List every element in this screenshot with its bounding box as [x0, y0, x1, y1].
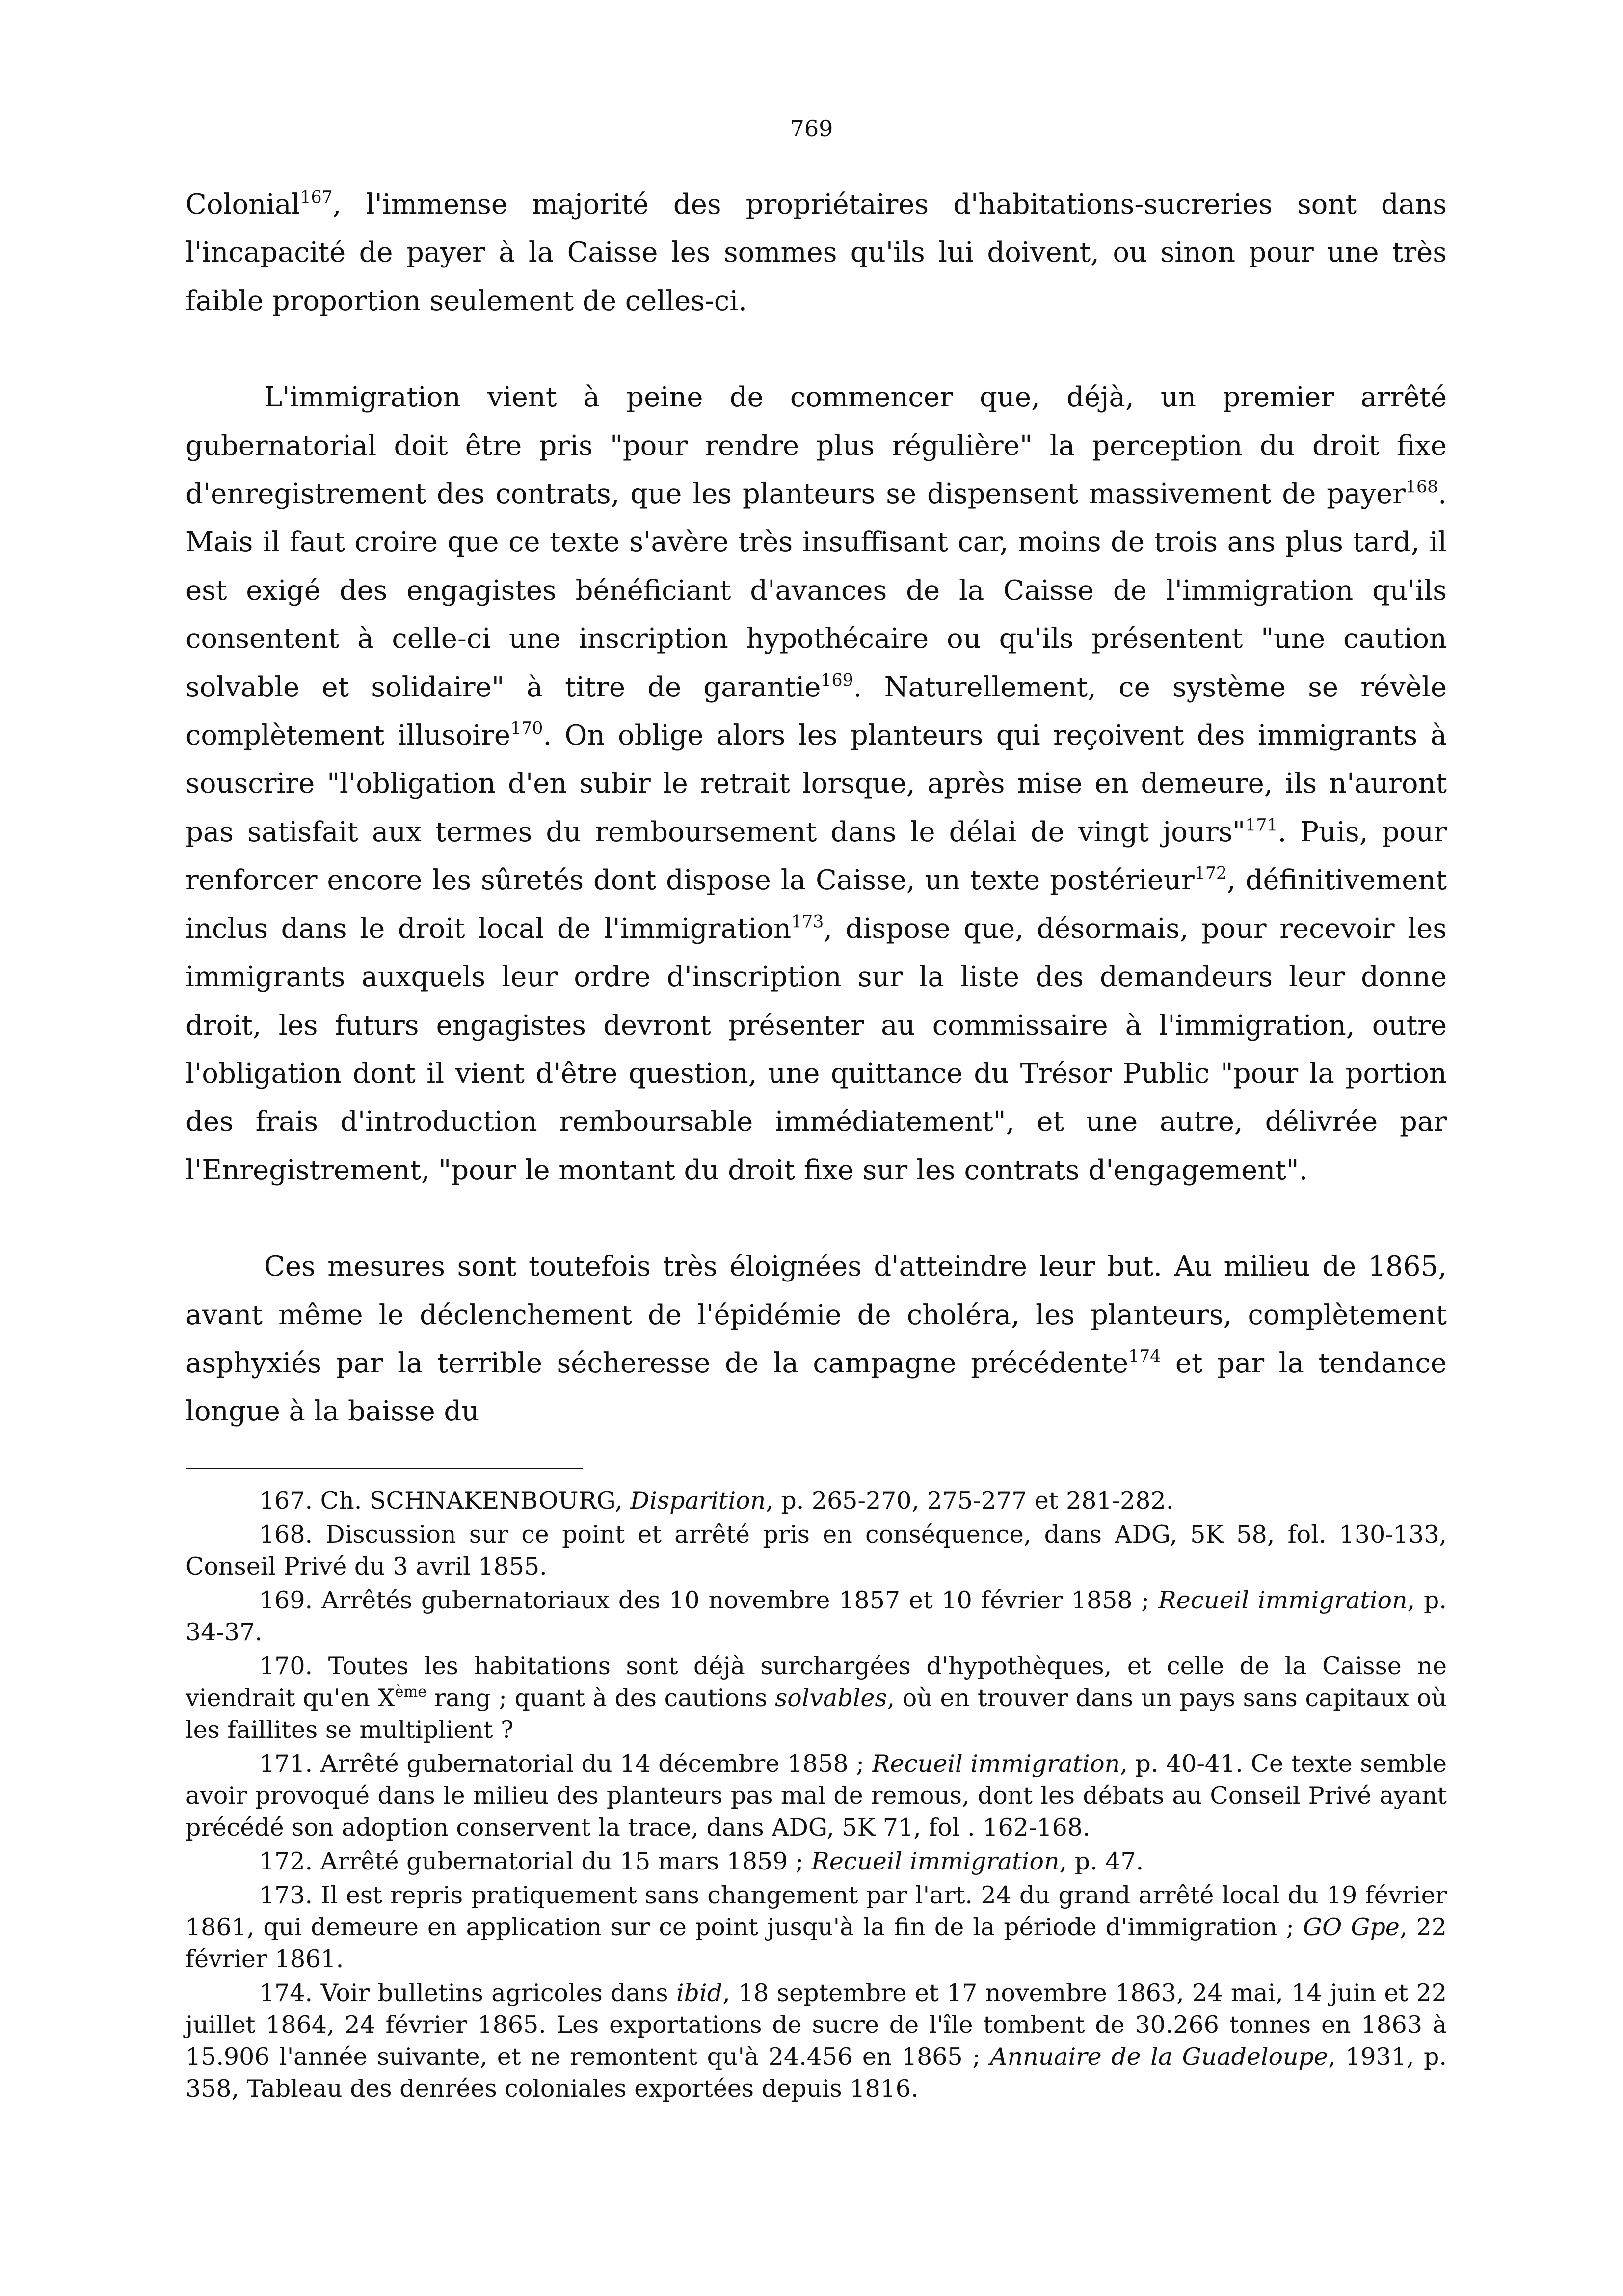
footnote [186, 1584, 1447, 1648]
note-reference: 172 [1194, 863, 1227, 883]
text-run: 170. Toutes les habitations sont déjà surchargées d'hypothèques, et celle de la Caisse ne viendrait qu'en X [186, 1652, 1447, 1712]
text-run: 171. Arrêté gubernatorial du 14 décembre 1858 ; [259, 1750, 872, 1778]
text-run: 173. Il est repris pratiquement sans changement par l'art. 24 du grand arrêté local du 19 février 1861, qui demeure en application sur ce point jusqu'à la fin de la période d'immigration ; [186, 1881, 1447, 1941]
note-reference: ème [395, 1683, 427, 1701]
note-reference: 173 [791, 912, 824, 932]
footnote [186, 1519, 1447, 1582]
text-run: , p. 265-270, 275-277 et 281-282. [766, 1487, 1174, 1515]
text-run: , dispose que, désormais, pour recevoir les immigrants auxquels leur ordre d'inscription sur la liste des demandeurs leur donne droit, les futurs engagistes devront présenter au commissaire à l'immigration, outre l'obligation dont il vient d'être question, une quittance du Trésor Public "pour la portion des frais d'introduction remboursable immédiatement", et une autre, délivrée par l'Enregistrement, "pour le montant du droit fixe sur les contrats d'engagement". [186, 912, 1447, 1186]
italic-text: GO Gpe [1303, 1913, 1400, 1941]
note-reference: 168 [1405, 477, 1438, 497]
text-run: 172. Arrêté gubernatorial du 15 mars 1859 ; [259, 1847, 812, 1875]
text-run: . On oblige alors les planteurs qui reçoivent des immigrants à souscrire "l'obligation d'en subir le retrait lorsque, après mise en demeure, ils n'auront pas satisfait aux termes du remboursement dans le délai de vingt jours" [186, 720, 1447, 848]
text-run: , où en trouver dans un pays sans capitaux où les faillites se multiplient ? [186, 1684, 1447, 1744]
text-run: , 22 février 1861. [186, 1913, 1447, 1973]
text-run: , 1931, p. 358, Tableau des denrées coloniales exportées depuis 1816. [186, 2043, 1447, 2103]
text-run: 168. Discussion sur ce point et arrêté pris en conséquence, dans ADG, 5K 58, fol. 130-133, Conseil Privé du 3 avril 1855. [186, 1521, 1447, 1580]
footnote [186, 1879, 1447, 1975]
text-run: , p. 40-41. Ce texte semble avoir provoqué dans le milieu des planteurs pas mal de remous, dont les débats au Conseil Privé ayant précédé son adoption conservent la trace, dans ADG, 5K 71, fol . 162-168. [186, 1750, 1447, 1842]
text-run: . Puis, pour renforcer encore les sûretés dont dispose la Caisse, un texte postérieur [186, 816, 1447, 897]
text-run: . Mais il faut croire que ce texte s'avère très insuffisant car, moins de trois ans plus tard, il est exigé des engagistes bénéficiant d'avances de la Caisse de l'immigration qu'ils consentent à celle-ci une inscription hypothécaire ou qu'ils présentent "une caution solvable et solidaire" à titre de garantie [186, 478, 1447, 703]
paragraph [186, 181, 1447, 325]
italic-text: Recueil immigration [1158, 1586, 1408, 1614]
italic-text: Annuaire de la Guadeloupe [990, 2043, 1329, 2071]
paragraph [186, 1243, 1447, 1436]
footnote-separator [186, 1468, 583, 1469]
footnote [186, 1845, 1447, 1877]
text-run: , définitivement inclus dans le droit local de l'immigration [186, 864, 1447, 945]
footnote [186, 1748, 1447, 1843]
footnote [186, 1650, 1447, 1746]
text-run: . Naturellement, ce système se révèle complètement illusoire [186, 671, 1447, 752]
text-run: Ces mesures sont toutefois très éloignées d'atteindre leur but. Au milieu de 1865, avant même le déclenchement de l'épidémie de choléra, les planteurs, complètement asphyxiés par la terrible sécheresse de la campagne précédente [186, 1251, 1447, 1379]
italic-text: ibid [676, 1979, 723, 2007]
italic-text: Recueil immigration [811, 1847, 1060, 1875]
note-reference: 170 [510, 719, 543, 739]
italic-text: Disparition [630, 1487, 766, 1515]
text-run: , 18 septembre et 17 novembre 1863, 24 mai, 14 juin et 22 juillet 1864, 24 février 1865. Les exportations de sucre de l'île tombent de 30.266 tonnes en 1863 à 15.906 l'année suivante, et ne remontent qu'à 24.456 en 1865 ; [186, 1979, 1447, 2071]
italic-text: Recueil immigration [872, 1750, 1120, 1778]
body-text [186, 181, 1447, 1436]
text-run: L'immigration vient à peine de commencer que, déjà, un premier arrêté gubernatorial doit être pris "pour rendre plus régulière" la perception du droit fixe d'enregistrement des contrats, que les planteurs se dispensent massivement de payer [186, 381, 1447, 510]
text-run: rang ; quant à des cautions [426, 1684, 775, 1712]
text-run: et par la tendance longue à la baisse du [186, 1347, 1447, 1428]
footnotes [186, 1485, 1447, 2107]
italic-text: solvables [775, 1684, 887, 1712]
footnote [186, 1485, 1447, 1517]
text-run: 174. Voir bulletins agricoles dans [259, 1979, 676, 2007]
note-reference: 174 [1128, 1346, 1161, 1366]
text-run: , p. 47. [1059, 1847, 1144, 1875]
note-reference: 167 [300, 187, 333, 208]
paragraph [186, 374, 1447, 1195]
footnote [186, 1977, 1447, 2105]
text-run: Colonial [186, 188, 300, 220]
text-run: , p. 34-37. [186, 1586, 1447, 1646]
note-reference: 169 [821, 670, 853, 691]
text-run: 169. Arrêtés gubernatoriaux des 10 novembre 1857 et 10 février 1858 ; [259, 1586, 1158, 1614]
text-run: , l'immense majorité des propriétaires d'habitations-sucreries sont dans l'incapacité de payer à la Caisse les sommes qu'ils lui doivent, ou sinon pour une très faible proportion seulement de celles-ci. [186, 188, 1447, 317]
note-reference: 171 [1245, 815, 1278, 835]
page-number: 769 [790, 115, 833, 142]
text-run: 167. Ch. SCHNAKENBOURG, [259, 1487, 631, 1515]
